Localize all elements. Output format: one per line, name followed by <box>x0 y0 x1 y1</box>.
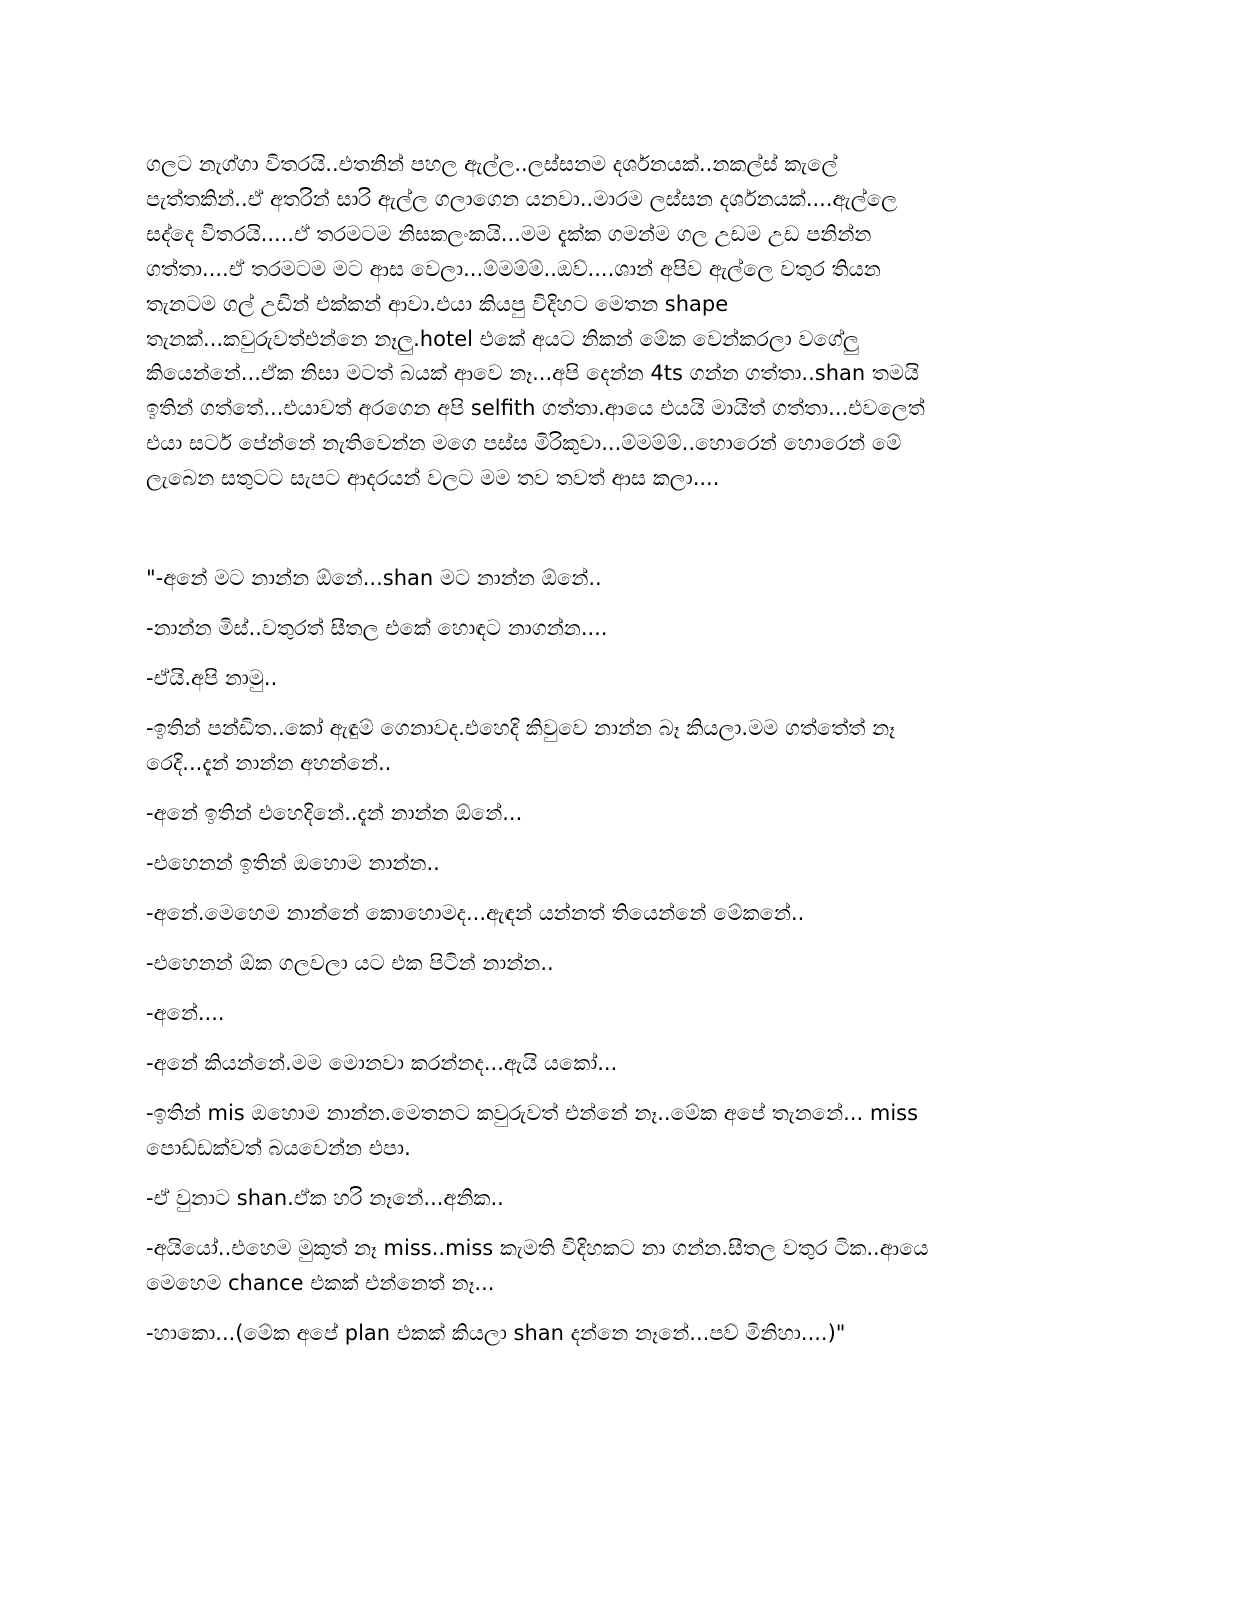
text-line: පැත්තකින්..ඒ අතරින් සාරි ඇල්ල ගලාගෙන යනවා..මාරම ලස්සන දර්ශනයක්....ඇල්ලෙ <box>146 186 898 211</box>
text-line: -ඉතින් mis ඔහොම නාන්න.මෙතනට කවුරුවත් එන්නේ නෑ..මේක අපේ තැනනේ... miss <box>146 1101 919 1125</box>
text-line: තැනක්...කවුරුවත්එන්නෙ නෑලු.hotel එකේ අයට නිකන් මේක වෙන්කරලා වගේලු <box>146 326 859 351</box>
text-line: සද්දෙ විතරයි.....ඒ තරමටම නිසකලංකයි...මම දැක්ක ගමන්ම ගල උඩම උඩ පනින්න <box>146 221 872 246</box>
dialogue-line <box>146 611 1066 646</box>
text-line: -අනේ.මෙහෙම නාන්නේ කොහොමද...ඇඳන් යන්නත් තියෙන්නේ මේකනේ.. <box>146 901 805 925</box>
text-line: ඉතින් ගත්තේ...එයාවත් අරගෙන අපි selfith ගත්තා.ආයෙ එයයි මායිත් ගත්තා...එවලෙත් <box>146 396 925 421</box>
text-line: -නාන්න මිස්..වතුරත් සීතල එකේ හොඳට නාගන්න.... <box>146 616 608 640</box>
text-line: -එහෙනන් ඕක ගලවලා යට එක පිටින් නාන්න.. <box>146 951 554 975</box>
narrative-paragraph <box>146 147 1066 496</box>
dialogue-line <box>146 1181 1066 1216</box>
dialogue-line <box>146 561 1066 596</box>
text-line: ගත්තා....ඒ තරමටම මට ආස වෙලා...ම්මම්ම්..ඔව්....ශාන් අපිව ඇල්ලෙ වතුර තියන <box>146 256 881 281</box>
dialogue-line <box>146 846 1066 881</box>
dialogue-line <box>146 711 1066 781</box>
text-line: -එහෙනන් ඉතින් ඔහොම නාන්න.. <box>146 851 440 875</box>
text-line: -අනේ ඉතින් එහෙදිනේ..දැන් නාන්න ඕනේ... <box>146 801 523 825</box>
text-line: තැනටම ගල් උඩින් එක්කන් ආවා.එයා කියපු විදිහට මෙතන shape <box>146 291 729 316</box>
dialogue-line <box>146 1316 1066 1351</box>
dialogue-line <box>146 796 1066 831</box>
text-line: -ඒ වුනාට shan.ඒක හරි නෑනේ...අනික.. <box>146 1186 504 1210</box>
dialogue-section <box>146 561 1066 1366</box>
dialogue-line <box>146 946 1066 981</box>
text-line: ගලට නැග්ගා විතරයි..එතනින් පහල ඇල්ල..ලස්සනම දර්ශනයක්..නකල්ස් කැලේ <box>146 152 838 176</box>
text-line: මෙහෙම chance එකක් එන්නෙත් නෑ... <box>146 1271 495 1295</box>
text-line: -හාකො...(මේක අපේ plan එකක් කියලා shan දන්නෙ නෑනේ...පව් මිනිහා....)" <box>146 1321 846 1345</box>
dialogue-line <box>146 1231 1066 1301</box>
dialogue-line <box>146 996 1066 1031</box>
text-line: පොඩ්ඩක්වත් බයවෙන්න එපා. <box>146 1136 411 1160</box>
dialogue-line <box>146 1096 1066 1166</box>
text-line: රෙදි...දැන් නාන්න අහන්නේ.. <box>146 751 392 775</box>
dialogue-line <box>146 661 1066 696</box>
text-line: ලැබෙන සතුටට සැපට ආදරයන් වලට මම තව තවත් ආස කලා.... <box>146 466 720 491</box>
text-line: -ඒයි.අපි නාමු.. <box>146 666 278 690</box>
text-line: -අනේ.... <box>146 1001 225 1025</box>
dialogue-line <box>146 896 1066 931</box>
text-line: "-අනේ මට නාන්න ඕනේ...shan මට නාන්න ඕනේ.. <box>146 566 602 590</box>
dialogue-line <box>146 1046 1066 1081</box>
text-line: කියෙන්නේ...ඒක නිසා මටත් බයක් ආවෙ නෑ...අපි දෙන්න 4ts ගන්න ගත්තා..shan තමයි <box>146 361 920 386</box>
text-line: එයා සර්ට පේන්නේ නැතිවෙන්න මගෙ පස්ස මිරිකුවා...ම්මම්ම්..හොරෙන් හොරෙන් මේ <box>146 431 902 456</box>
text-line: -අයියෝ..එහෙම මුකුත් නෑ miss..miss කැමති විදිහකට නා ගන්න.සීතල වතුර ටික..ආයෙ <box>146 1236 929 1260</box>
text-line: -ඉතින් පන්ඩිත..කෝ ඇඳුම් ගෙනාවද.එහෙදි කිවුවෙ නාන්න බෑ කියලා.මම ගත්තේත් නෑ <box>146 716 896 740</box>
text-line: -අනේ කියන්නේ.මම මොනවා කරන්නද...ඇයි යකෝ... <box>146 1051 618 1075</box>
